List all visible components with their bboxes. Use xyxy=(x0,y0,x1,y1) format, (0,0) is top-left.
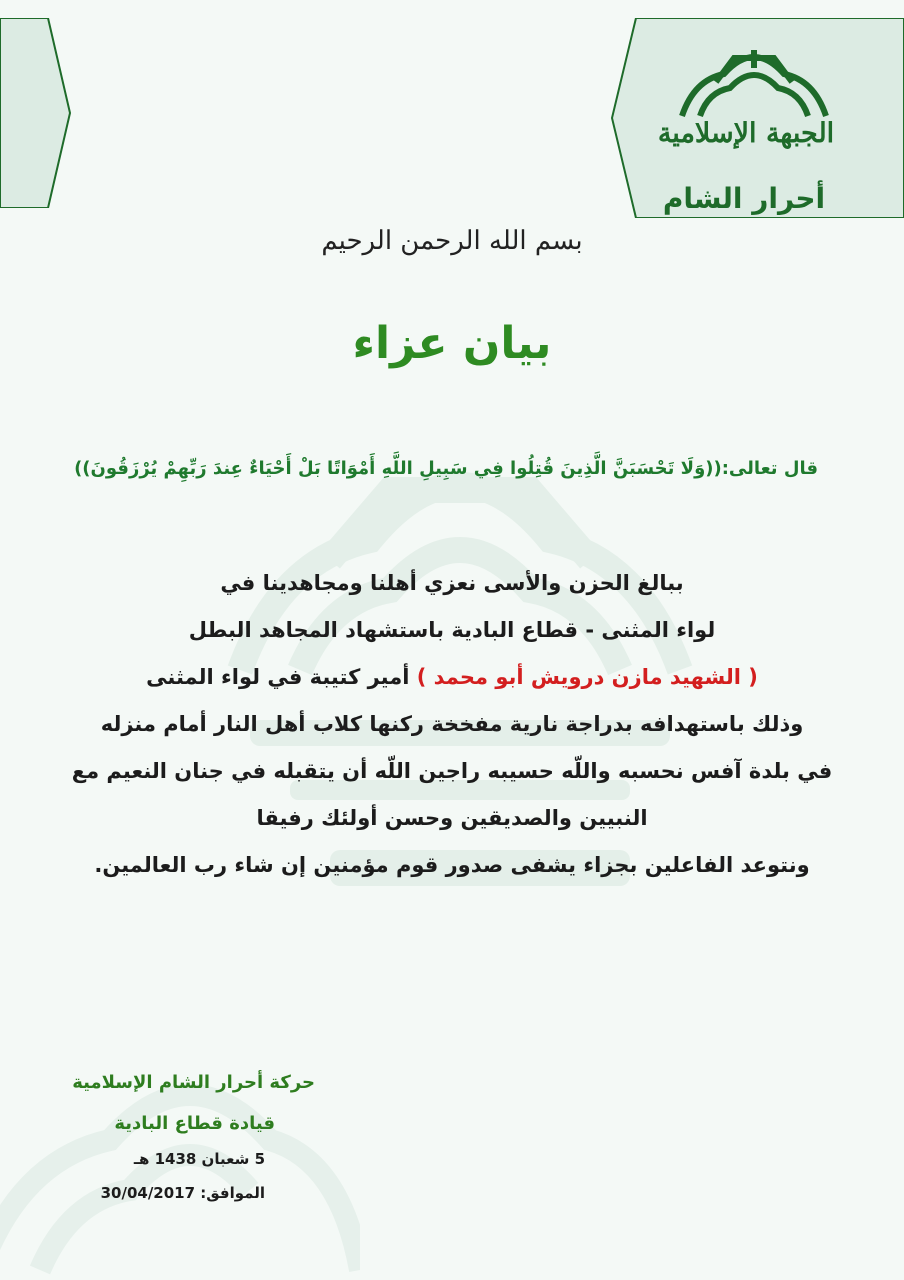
quran-verse: قال تعالى:((وَلَا تَحْسَبَنَّ الَّذِينَ قُتِلُوا فِي سَبِيلِ اللَّهِ أَمْوَاتًا بَلْ أَحْيَاءٌ عِندَ رَبِّهِمْ يُرْزَقُونَ)) xyxy=(74,458,818,479)
body-line-3 xyxy=(40,654,864,701)
page-title: بيان عزاء xyxy=(352,318,552,369)
body-line-5: في بلدة آفس نحسبه واللّه حسيبه راجين اللّه أن يتقبله في جنان النعيم مع xyxy=(71,759,833,783)
martyr-name: ( الشهيد مازن درويش أبو محمد ) xyxy=(416,665,758,689)
body-line-7: ونتوعد الفاعلين بجزاء يشفى صدور قوم مؤمنين إن شاء رب العالمين. xyxy=(94,853,810,877)
watermark-logo-small-icon xyxy=(0,1010,360,1280)
logo-script-text: الجبهة الإسلامية xyxy=(657,118,835,149)
signature-organization: حركة أحرار الشام الإسلامية xyxy=(72,1072,315,1093)
body-line-6: النبيين والصديقين وحسن أولئك رفيقا xyxy=(256,806,648,830)
left-header-tab xyxy=(0,18,72,208)
martyr-title: أمير كتيبة في لواء المثنى xyxy=(146,665,417,689)
body-line-4: وذلك باستهدافه بدراجة نارية مفخخة ركنها كلاب أهل النار أمام منزله xyxy=(100,712,804,736)
body-line-2: لواء المثنى - قطاع البادية باستشهاد المجاهد البطل xyxy=(188,618,716,642)
statement-body xyxy=(40,560,864,889)
gregorian-date: الموافق: 30/04/2017 xyxy=(100,1184,265,1202)
logo-name-text: أحرار الشام xyxy=(662,182,826,215)
signature-unit: قيادة قطاع البادية xyxy=(114,1113,275,1134)
hijri-date: 5 شعبان 1438 هـ xyxy=(133,1150,265,1168)
basmala-calligraphy: بسم الله الرحمن الرحيم xyxy=(321,226,583,256)
body-line-1: ببالغ الحزن والأسى نعزي أهلنا ومجاهدينا في xyxy=(220,571,684,595)
